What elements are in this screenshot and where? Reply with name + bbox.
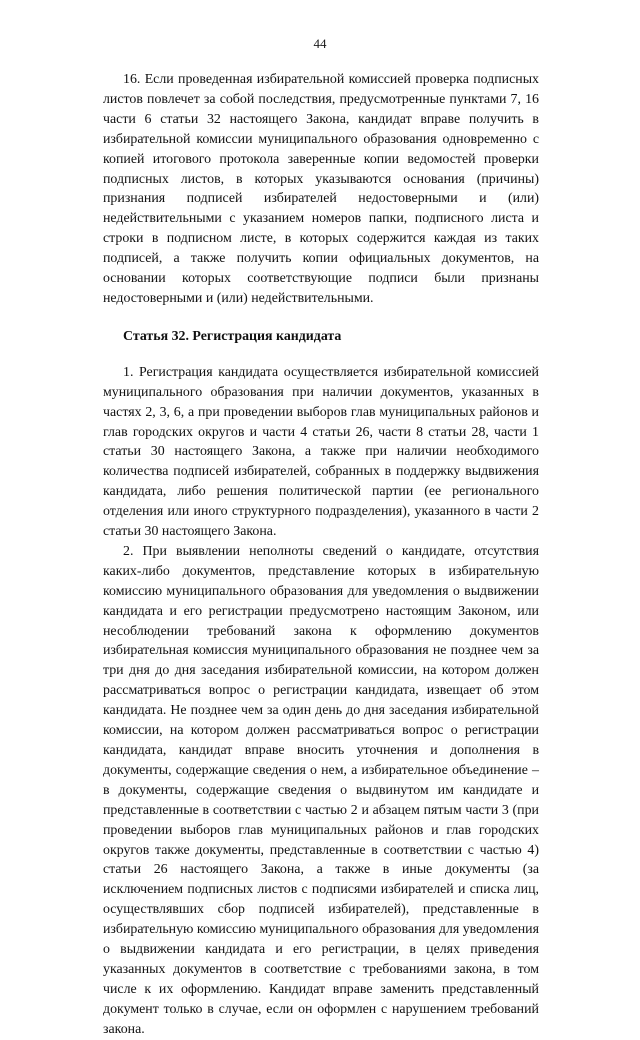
document-body — [103, 70, 539, 1040]
article-heading: Статья 32. Регистрация кандидата — [123, 328, 342, 344]
article-paragraph-1: 1. Регистрация кандидата осуществляется избирательной комиссией муниципального образования при наличии документов, указанных в частях 2, 3, 6, а при проведении выборов глав муниципальных районов и глав городских округов и части 4 статьи 26, части 8 статьи 28, части 1 статьи 30 настоящего Закона, а также при наличии необходимого количества подписей избирателей, собранных в поддержку выдвижения кандидата, либо решения политической партии (ее регионального отделения или иного структурного подразделения), указанного в части 2 статьи 30 настоящего Закона. — [103, 364, 539, 540]
section-16-paragraph: 16. Если проведенная избирательной комиссией проверка подписных листов повлечет за собой последствия, предусмотренные пунктами 7, 16 части 6 статьи 32 настоящего Закона, кандидат вправе получить в избирательной комиссии муниципального образования одновременно с копией итогового протокола заверенные копии ведомостей проверки подписных листов, в которых указываются основания (причины) признания подписей избирателей недостоверными и (или) недействительными с указанием номеров папки, подписного листа и строки в подписном листе, в которых содержится каждая из таких подписей, а также получить копии официальных документов, на основании которых соответствующие подписи были признаны недостоверными и (или) недействительными. — [103, 72, 539, 306]
page-number: 44 — [313, 36, 327, 51]
article-paragraph-2: 2. При выявлении неполноты сведений о кандидате, отсутствия каких-либо документов, представление которых в избирательную комиссию муниципального образования для уведомления о выдвижении кандидата и его регистрации предусмотрено настоящим Законом, или несоблюдении требований закона к оформлению документов избирательная комиссия муниципального образования не позднее чем за три дня до дня заседания избирательной комиссии, на котором должен рассматриваться вопрос о регистрации кандидата, извещает об этом кандидата. Не позднее чем за один день до дня заседания избирательной комиссии, на котором должен рассматриваться вопрос о регистрации кандидата, кандидат вправе вносить уточнения и дополнения в документы, содержащие сведения о нем, а избирательное объединение – в документы, содержащие сведения о выдвинутом им кандидате и представленные в соответствии с частью 2 и абзацем пятым части 3 (при проведении выборов глав муниципальных районов и глав городских округов также документы, представленные в соответствии с частью 4) статьи 26 настоящего Закона, а также в иные документы (за исключением подписных листов с подписями избирателей и списка лиц, осуществлявших сбор подписей избирателей), представленные в избирательную комиссию муниципального образования для уведомления о выдвижении кандидата и его регистрации, в целях приведения указанных документов в соответствие с требованиями закона, в том числе к их оформлению. Кандидат вправе заменить представленный документ только в случае, если он оформлен с нарушением требований закона. — [103, 543, 539, 1037]
